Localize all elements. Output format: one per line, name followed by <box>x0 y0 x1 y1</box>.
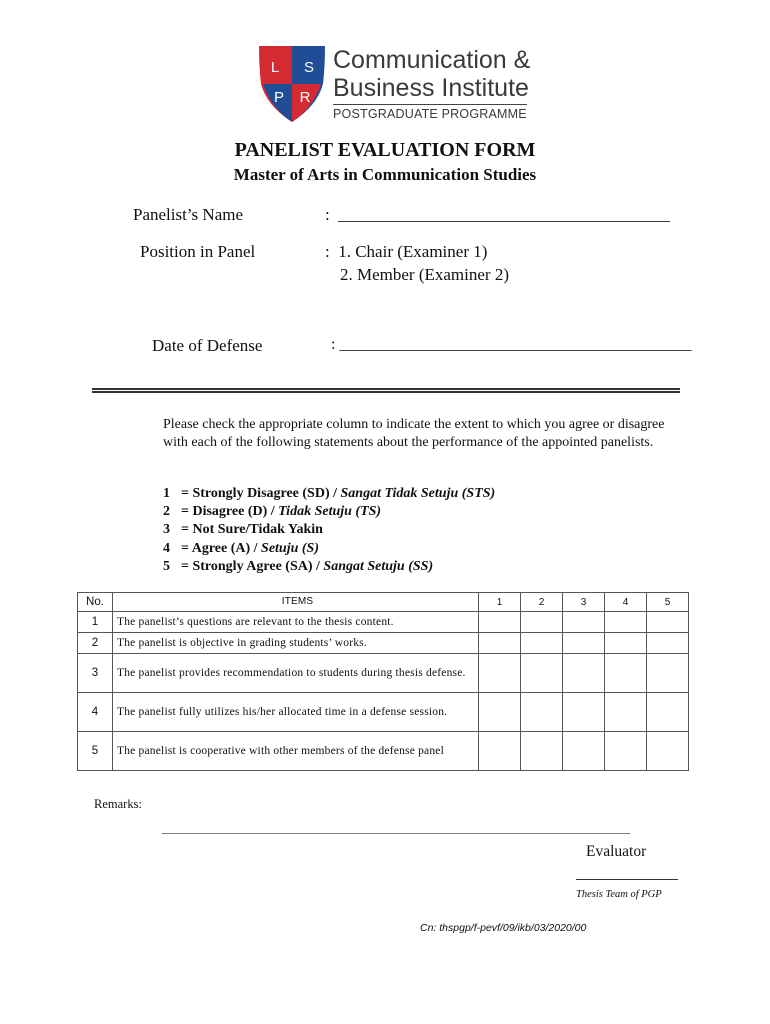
header-no: No. <box>78 593 113 612</box>
panelist-name-label: Panelist’s Name <box>133 205 244 224</box>
row-item: The panelist is cooperative with other members of the defense panel <box>113 732 479 771</box>
logo-divider <box>333 104 527 105</box>
score-cell[interactable] <box>521 732 563 771</box>
thesis-team-label: Thesis Team of PGP <box>576 889 662 900</box>
table-row <box>78 693 689 732</box>
table-header-row <box>78 593 689 612</box>
score-cell[interactable] <box>479 612 521 633</box>
score-cell[interactable] <box>647 693 689 732</box>
score-cell[interactable] <box>479 732 521 771</box>
legend-row: 3 = Not Sure/Tidak Yakin <box>163 522 323 538</box>
header-score-3: 3 <box>563 593 605 612</box>
legend-row: 2 = Disagree (D) / Tidak Setuju (TS) <box>163 504 382 520</box>
date-of-defense-field[interactable]: : ____________________________________________ <box>331 336 692 353</box>
panelist-name-field[interactable]: : _______________________________________ <box>325 205 670 224</box>
row-number: 4 <box>78 693 113 732</box>
score-cell[interactable] <box>647 633 689 654</box>
row-item: The panelist provides recommendation to students during thesis defense. <box>113 654 479 693</box>
score-cell[interactable] <box>479 693 521 732</box>
table-row <box>78 612 689 633</box>
position-label: Position in Panel <box>140 242 256 261</box>
score-cell[interactable] <box>647 654 689 693</box>
date-of-defense-label: Date of Defense <box>152 336 263 355</box>
logo-line-3: POSTGRADUATE PROGRAMME <box>333 107 527 121</box>
institute-logo <box>257 44 537 124</box>
signature-line <box>576 879 678 880</box>
logo-letter-r: R <box>299 89 311 106</box>
score-cell[interactable] <box>521 654 563 693</box>
rating-scale-legend <box>163 485 495 576</box>
score-cell[interactable] <box>521 693 563 732</box>
score-cell[interactable] <box>605 612 647 633</box>
header-score-4: 4 <box>605 593 647 612</box>
score-cell[interactable] <box>605 693 647 732</box>
form-title: PANELIST EVALUATION FORM <box>234 139 536 161</box>
document-code: Cn: thspgp/f-pevf/09/ikb/03/2020/00 <box>420 922 587 934</box>
score-cell[interactable] <box>647 612 689 633</box>
evaluator-label: Evaluator <box>586 843 647 860</box>
logo-letter-s: S <box>303 59 315 76</box>
legend-row: 1 = Strongly Disagree (SD) / Sangat Tidak Setuju (STS) <box>163 486 496 501</box>
score-cell[interactable] <box>605 732 647 771</box>
table-row <box>78 732 689 771</box>
score-cell[interactable] <box>647 732 689 771</box>
header-score-1: 1 <box>479 593 521 612</box>
remarks-label: Remarks: <box>94 797 142 811</box>
header-score-2: 2 <box>521 593 563 612</box>
row-item: The panelist is objective in grading students’ works. <box>113 633 479 654</box>
lspr-shield-icon <box>257 44 327 124</box>
form-subtitle: Master of Arts in Communication Studies <box>233 165 537 184</box>
score-cell[interactable] <box>479 654 521 693</box>
score-cell[interactable] <box>605 633 647 654</box>
remarks-field[interactable]: ______________________________________________________________________________ <box>162 821 630 835</box>
divider-bottom <box>92 391 680 393</box>
row-number: 3 <box>78 654 113 693</box>
row-item: The panelist’s questions are relevant to the thesis content. <box>113 612 479 633</box>
logo-letter-l: L <box>270 59 280 76</box>
row-number: 5 <box>78 732 113 771</box>
instructions-text: Please check the appropriate column to indicate the extent to which you agree or disagree with each of the following statements about the performance of the appointed panelists. <box>163 417 665 450</box>
row-item: The panelist fully utilizes his/her allocated time in a defense session. <box>113 693 479 732</box>
legend-row: 5 = Strongly Agree (SA) / Sangat Setuju (SS) <box>163 558 434 574</box>
logo-letter-p: P <box>273 89 285 106</box>
table-row <box>78 654 689 693</box>
score-cell[interactable] <box>563 693 605 732</box>
score-cell[interactable] <box>605 654 647 693</box>
legend-row: 4 = Agree (A) / Setuju (S) <box>163 540 319 556</box>
table-row <box>78 633 689 654</box>
row-number: 1 <box>78 612 113 633</box>
score-cell[interactable] <box>479 633 521 654</box>
logo-line-1: Communication & <box>333 46 531 74</box>
row-number: 2 <box>78 633 113 654</box>
position-option-chair[interactable]: : 1. Chair (Examiner 1) <box>325 242 488 261</box>
score-cell[interactable] <box>563 612 605 633</box>
score-cell[interactable] <box>563 654 605 693</box>
score-cell[interactable] <box>563 633 605 654</box>
logo-line-2: Business Institute <box>333 74 529 102</box>
score-cell[interactable] <box>521 633 563 654</box>
score-cell[interactable] <box>521 612 563 633</box>
divider-top <box>92 388 680 390</box>
header-score-5: 5 <box>647 593 689 612</box>
header-items: ITEMS <box>113 593 479 612</box>
position-option-member[interactable]: 2. Member (Examiner 2) <box>340 265 509 284</box>
evaluation-table <box>77 592 689 771</box>
score-cell[interactable] <box>563 732 605 771</box>
